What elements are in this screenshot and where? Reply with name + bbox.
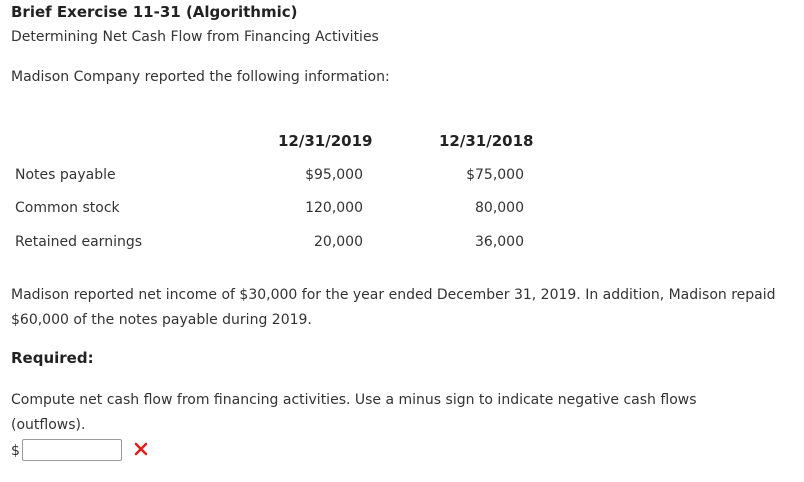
cell-notes-payable-2018: $75,000 xyxy=(466,167,524,183)
answer-input[interactable] xyxy=(22,439,122,461)
column-header-2019: 12/31/2019 xyxy=(278,132,373,150)
currency-symbol: $ xyxy=(11,443,20,459)
cell-retained-earnings-2018: 36,000 xyxy=(475,234,524,250)
cell-retained-earnings-2019: 20,000 xyxy=(314,234,363,250)
row-label-common-stock: Common stock xyxy=(15,200,120,216)
exercise-title: Brief Exercise 11-31 (Algorithmic) xyxy=(11,3,298,21)
column-header-2018: 12/31/2018 xyxy=(439,132,534,150)
row-label-retained-earnings: Retained earnings xyxy=(15,234,143,250)
required-heading: Required: xyxy=(11,349,94,367)
cell-notes-payable-2019: $95,000 xyxy=(305,167,363,183)
intro-text: Madison Company reported the following information: xyxy=(11,69,390,85)
row-label-notes-payable: Notes payable xyxy=(15,167,116,183)
cell-common-stock-2018: 80,000 xyxy=(475,200,524,216)
cell-common-stock-2019: 120,000 xyxy=(305,200,363,216)
exercise-subtitle: Determining Net Cash Flow from Financing Activities xyxy=(11,29,379,45)
x-mark-icon xyxy=(134,442,148,456)
instruction-text: Compute net cash flow from financing activities. Use a minus sign to indicate negative cash flows (outflows). xyxy=(11,392,697,433)
problem-paragraph: Madison reported net income of $30,000 for the year ended December 31, 2019. In addition, Madison repaid $60,000 of the notes payable during 2019. xyxy=(11,287,776,328)
